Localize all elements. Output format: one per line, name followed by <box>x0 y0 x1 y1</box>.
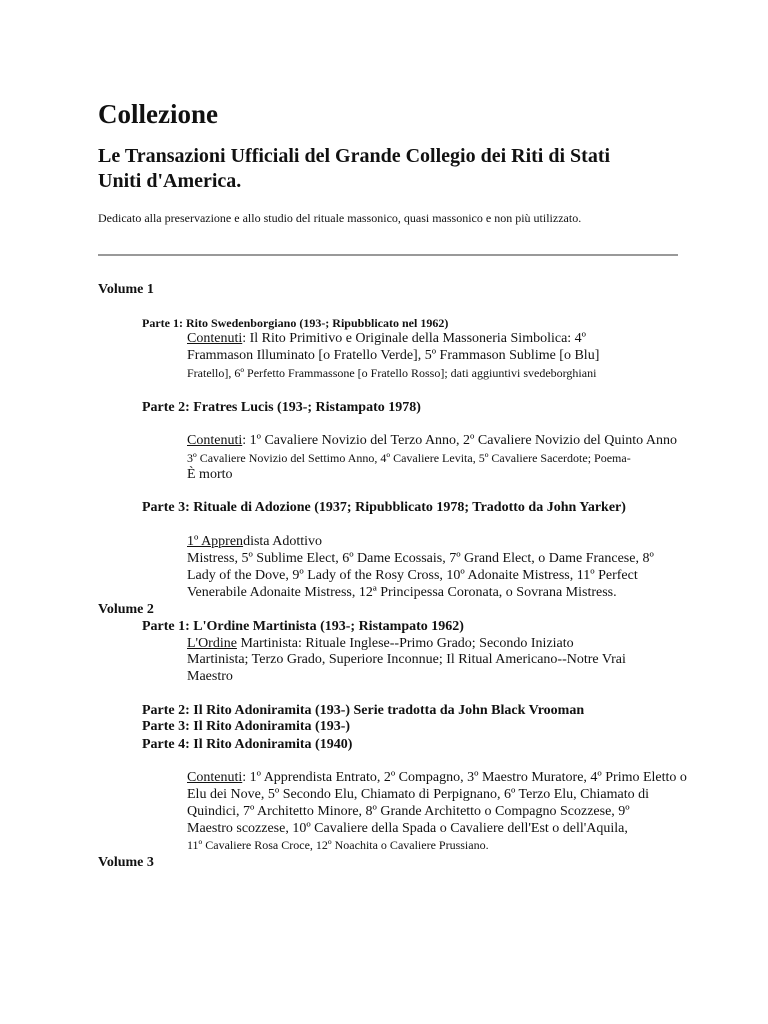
part-contents-line: Lady of the Dove, 9º Lady of the Rosy Cross, 10º Adonaite Mistress, 11º Perfect <box>187 568 638 583</box>
part-contents-line: Venerabile Adonaite Mistress, 12ª Principessa Coronata, o Sovrana Mistress. <box>187 585 617 600</box>
dedication-text: Dedicato alla preservazione e allo studio del rituale massonico, quasi massonico e non più utilizzato. <box>98 211 582 225</box>
part-title: Parte 3: Il Rito Adoniramita (193-) <box>142 719 351 734</box>
page-title: Collezione <box>98 99 218 129</box>
contents-label: Contenuti <box>187 770 243 785</box>
part-contents-line: Quindici, 7º Architetto Minore, 8º Grande Architetto o Compagno Scozzese, 9º <box>187 804 630 819</box>
part-title: Parte 2: Fratres Lucis (193-; Ristampato 1978) <box>142 400 421 415</box>
part-contents-line: È morto <box>187 467 233 482</box>
volume-heading: Volume 2 <box>98 602 154 617</box>
contents-label: Contenuti <box>187 433 243 448</box>
part-contents-line: Martinista; Terzo Grado, Superiore Inconnue; Il Ritual Americano--Notre Vrai <box>187 652 626 667</box>
contents-label: Contenuti <box>187 331 243 346</box>
part-title: Parte 2: Il Rito Adoniramita (193-) Serie tradotta da John Black Vrooman <box>142 703 585 718</box>
part-contents-line: Maestro <box>187 669 233 684</box>
divider <box>98 254 678 256</box>
part-contents-line: Frammason Illuminato [o Fratello Verde], 5º Frammason Sublime [o Blu] <box>187 348 600 363</box>
part-contents-line: 1º Apprendista Adottivo <box>187 534 323 549</box>
volume-heading: Volume 3 <box>98 855 154 870</box>
part-contents-line: L'Ordine Martinista: Rituale Inglese--Primo Grado; Secondo Iniziato <box>187 636 574 651</box>
part-contents-line: Fratello], 6º Perfetto Frammassone [o Fratello Rosso]; dati aggiuntivi svedeborghiani <box>187 366 597 380</box>
part-contents-line: Contenuti: 1º Apprendista Entrato, 2º Compagno, 3º Maestro Muratore, 4º Primo Eletto o <box>187 770 687 785</box>
part-contents-line: Maestro scozzese, 10º Cavaliere della Spada o Cavaliere dell'Est o dell'Aquila, <box>187 821 628 836</box>
part-title: Parte 1: Rito Swedenborgiano (193-; Ripubblicato nel 1962) <box>142 316 449 330</box>
part-contents-line: 11º Cavaliere Rosa Croce, 12º Noachita o Cavaliere Prussiano. <box>187 838 489 852</box>
part-contents-line: 3º Cavaliere Novizio del Settimo Anno, 4º Cavaliere Levita, 5º Cavaliere Sacerdote; Poema- <box>187 451 631 465</box>
contents-label: L'Ordine <box>187 636 237 651</box>
contents-label: 1º Appren <box>187 534 244 549</box>
part-contents-line: Elu dei Nove, 5º Secondo Elu, Chiamato di Perpignano, 6º Terzo Elu, Chiamato di <box>187 787 649 802</box>
part-title: Parte 3: Rituale di Adozione (1937; Ripubblicato 1978; Tradotto da John Yarker) <box>142 500 626 515</box>
part-title: Parte 4: Il Rito Adoniramita (1940) <box>142 737 353 752</box>
part-title: Parte 1: L'Ordine Martinista (193-; Ristampato 1962) <box>142 619 464 634</box>
document-header <box>98 96 698 256</box>
part-contents-line: Contenuti: 1º Cavaliere Novizio del Terzo Anno, 2º Cavaliere Novizio del Quinto Anno <box>187 433 677 448</box>
volume-heading: Volume 1 <box>98 282 154 297</box>
part-contents-line: Contenuti: Il Rito Primitivo e Originale della Massoneria Simbolica: 4º <box>187 331 587 346</box>
part-contents-line: Mistress, 5º Sublime Elect, 6º Dame Ecossais, 7º Grand Elect, o Dame Francese, 8º <box>187 551 654 566</box>
page-subtitle: Le Transazioni Ufficiali del Grande Collegio dei Riti di Stati Uniti d'America. <box>98 145 611 192</box>
